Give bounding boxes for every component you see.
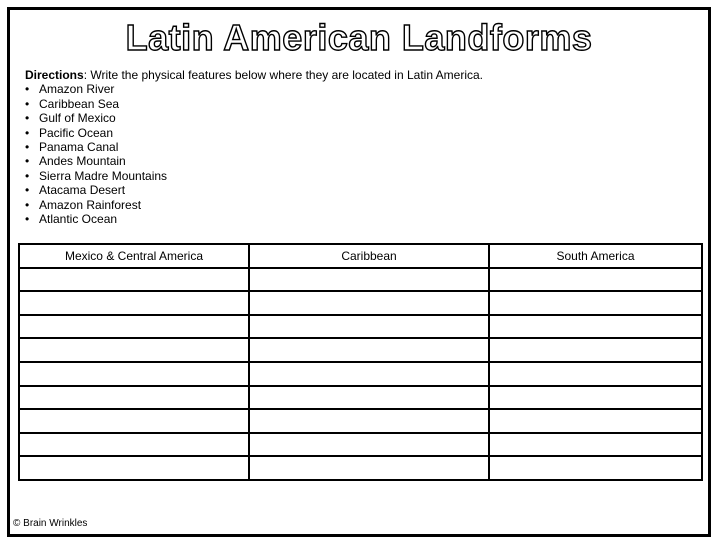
answer-cell[interactable]: [19, 456, 249, 480]
answer-cell[interactable]: [19, 338, 249, 362]
answer-cell[interactable]: [249, 386, 489, 410]
answer-cell[interactable]: [489, 362, 702, 386]
table-row: [19, 315, 702, 339]
feature-list: [25, 82, 483, 226]
answer-cell[interactable]: [249, 338, 489, 362]
column-header-mexico-central-america: Mexico & Central America: [19, 244, 249, 268]
table-row: [19, 386, 702, 410]
answer-cell[interactable]: [249, 315, 489, 339]
answer-cell[interactable]: [19, 291, 249, 315]
answer-cell[interactable]: [249, 456, 489, 480]
table-row: [19, 291, 702, 315]
table-row: [19, 268, 702, 292]
directions-text: : Write the physical features below where they are located in Latin America.: [83, 68, 484, 82]
column-header-caribbean: Caribbean: [249, 244, 489, 268]
answer-cell[interactable]: [19, 409, 249, 433]
feature-item: • Sierra Madre Mountains: [25, 169, 483, 183]
page-title: Latin American Landforms: [125, 17, 593, 58]
table-row: [19, 362, 702, 386]
table-row: [19, 409, 702, 433]
copyright-text: © Brain Wrinkles: [13, 518, 88, 529]
worksheet-page: [7, 7, 711, 537]
answer-cell[interactable]: [249, 291, 489, 315]
table-header-row: [19, 244, 702, 268]
column-header-south-america: South America: [489, 244, 702, 268]
feature-item: • Atacama Desert: [25, 183, 483, 197]
answer-cell[interactable]: [19, 386, 249, 410]
answer-cell[interactable]: [249, 409, 489, 433]
feature-item: • Gulf of Mexico: [25, 111, 483, 125]
feature-item: • Amazon River: [25, 82, 483, 96]
answer-cell[interactable]: [19, 268, 249, 292]
feature-item: • Atlantic Ocean: [25, 212, 483, 226]
answer-cell[interactable]: [489, 386, 702, 410]
feature-item: • Caribbean Sea: [25, 97, 483, 111]
table-row: [19, 433, 702, 457]
answer-cell[interactable]: [489, 291, 702, 315]
answer-cell[interactable]: [489, 456, 702, 480]
feature-item: • Pacific Ocean: [25, 126, 483, 140]
answer-cell[interactable]: [489, 409, 702, 433]
feature-item: • Panama Canal: [25, 140, 483, 154]
feature-item: • Amazon Rainforest: [25, 198, 483, 212]
answer-cell[interactable]: [489, 433, 702, 457]
answer-cell[interactable]: [19, 315, 249, 339]
directions-block: [25, 68, 483, 226]
answer-cell[interactable]: [489, 315, 702, 339]
answer-cell[interactable]: [249, 362, 489, 386]
answer-cell[interactable]: [249, 433, 489, 457]
table-row: [19, 456, 702, 480]
answer-cell[interactable]: [489, 338, 702, 362]
table-row: [19, 338, 702, 362]
directions-line: [25, 68, 483, 82]
directions-label: Directions: [25, 68, 84, 82]
answer-cell[interactable]: [19, 433, 249, 457]
feature-item: • Andes Mountain: [25, 154, 483, 168]
table-body: [19, 268, 702, 480]
answer-cell[interactable]: [19, 362, 249, 386]
answer-cell[interactable]: [489, 268, 702, 292]
landforms-table: [18, 243, 703, 481]
answer-cell[interactable]: [249, 268, 489, 292]
